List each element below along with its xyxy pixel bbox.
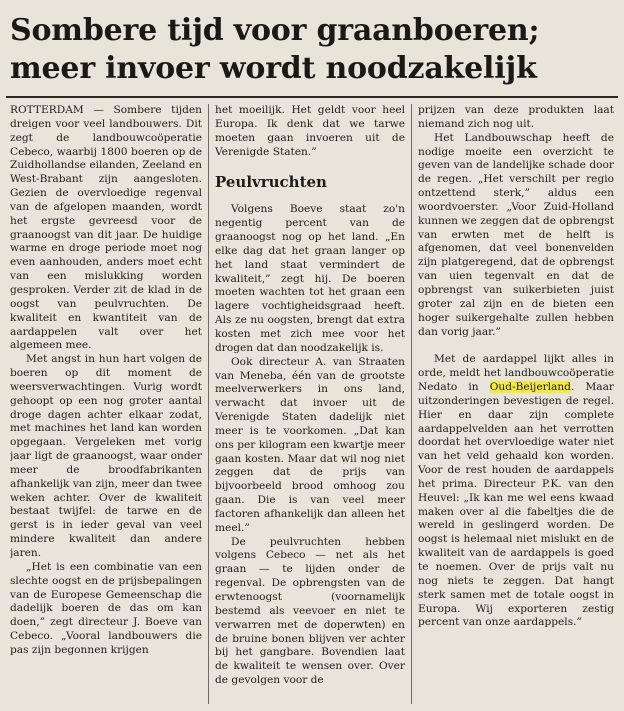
column-divider	[208, 104, 209, 704]
paragraph: Het Landbouwschap heeft de nodige moeite een overzicht te geven van de landelijke schade door de regen. „Het verschilt per regio ontzettend sterk,” aldus een woordvoerster. „Voor Zuid-Holland kunnen we zeggen dat de opbrengst van erwten met de helft is afgenomen, dat veel bonenvelden zijn platgeregend, dat de opbrengst van uien tegenvalt en dat de opbrengst van suikerbieten juist groter zal zijn en de bieten een hoger suikergehalte zullen hebben dan vorig jaar.”	[418, 131, 614, 338]
highlighted-place-name: Oud-Beijerland	[489, 381, 571, 394]
paragraph-text: — Sombere tijden dreigen voor veel landbouwers. Dit zegt de landbouwcoöperatie Cebeco, waarbij 1800 boeren op de Zuidhollandse eilanden, Zeeland en West-Brabant zijn aangesloten. Gezien de overvloedige regenval van de afgelopen maanden, wordt het ergste gevreesd voor de graanoogst van dit jaar. De huidige warme en droge periode moet nog even aanhouden, anders moet echt van een mislukking worden gesproken. Verder zit de klad in de oogst van peulvruchten. De kwaliteit en kwantiteit van de aardappelen valt over het algemeen mee.	[10, 104, 202, 352]
paragraph-text: Met de aardappel lijkt alles in orde, meldt het landbouwcoöperatie Nedato in	[418, 353, 614, 394]
column-1	[10, 104, 202, 708]
paragraph: „Het is een combinatie van een slechte oogst en de prijsbepalingen van de Europese Gemeenschap die dadelijk boeren de das om kan doen,” zegt directeur J. Boeve van Cebeco. „Vooral landbouwers die pas zijn begonnen krijgen	[10, 560, 202, 656]
paragraph: De peulvruchten hebben volgens Cebeco — net als het graan — te lijden onder de regenval. De opbrengsten van de erwtenoogst (voornamelijk bestemd als veevoer en niet te verwarren met de doperwten) en de bruine bonen blijven ver achter bij het gangbare. Bovendien laat de kwaliteit te wensen over. Over de gevolgen voor de	[215, 535, 405, 687]
paragraph-text: . Maar uitzonderingen bevestigen de regel. Hier en daar zijn complete aardappelvelden aan het verrotten doordat het overvloedige water niet van het veld gehaald kon worden. Voor de rest houden de aardappels het prima. Directeur P.K. van den Heuvel: „Ik kan me wel eens kwaad maken over al die fabeltjes die de wereld in geslingerd worden. De oogst is helemaal niet mislukt en de kwaliteit van de aardappels is goed te noemen. Over de prijs valt nu nog niets te zeggen. Dat hangt sterk samen met de totale oogst in Europa. Wij exporteren zestig percent van onze aardappels.”	[418, 381, 614, 629]
headline-rule	[6, 96, 618, 98]
dateline: ROTTERDAM	[10, 104, 84, 116]
column-2	[215, 104, 405, 708]
paragraph: Met angst in hun hart volgen de boeren op dit moment de weersverwachtingen. Vurig wordt gehoopt op een nog groter aantal droge dagen achter elkaar zodat, met machines het land kan worden opgegaan. Vergeleken met vorig jaar ligt de graanoogst, waar onder meer de broodfabrikanten afhankelijk van zijn, meer dan twee weken achter. Over de kwaliteit bestaat twijfel: de tarwe en de gerst is in ieder geval van veel mindere kwaliteit dan andere jaren.	[10, 353, 202, 559]
paragraph: Volgens Boeve staat zo'n negentig percent van de graanoogst nog op het land. „En elke dag dat het graan langer op het land staat vermindert de kwaliteit,” zegt hij. De boeren moeten wachten tot het graan een lagere vochtigheidsgraad heeft. Als ze nu oogsten, brengt dat extra kosten met zich mee voor het drogen dat dan noodzakelijk is.	[215, 203, 405, 354]
headline: Sombere tijd voor graanboeren; meer invoer wordt noodzakelijk	[10, 13, 540, 86]
column-divider	[411, 104, 412, 704]
column-3	[418, 104, 614, 708]
paragraph: het moeilijk. Het geldt voor heel Europa. Ik denk dat we tarwe moeten gaan invoeren uit de Verenigde Staten.”	[215, 104, 405, 158]
paragraph: prijzen van deze produkten laat niemand zich nog uit.	[418, 104, 614, 130]
paragraph	[10, 104, 202, 353]
paragraph: Ook directeur A. van Straaten van Meneba, één van de grootste meelverwerkers in ons land, verwacht dat invoer uit de Verenigde Staten dadelijk niet meer is te voorkomen. „Dat kan ons per kilogram een kwartje meer gaan kosten. Maar dat wil nog niet zeggen dat de prijs van bijvoorbeeld brood omhoog zou gaan. Die is van veel meer factoren afhankelijk dan alleen het meel.”	[215, 355, 405, 534]
subheading: Peulvruchten	[215, 173, 327, 192]
paragraph	[418, 353, 614, 630]
